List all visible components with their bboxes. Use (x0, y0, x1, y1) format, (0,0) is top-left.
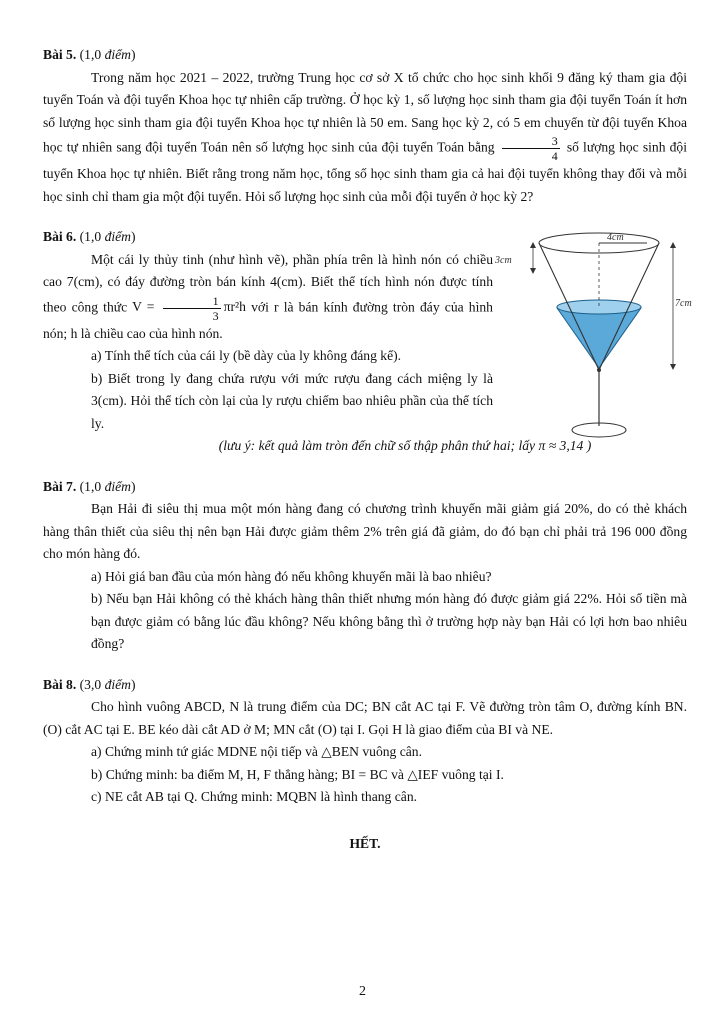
problem-8-item-a: a) Chứng minh tứ giác MDNE nội tiếp và △BEN vuông cân. (91, 744, 422, 759)
problem-8-title: Bài 8. (3,0 điểm) (43, 676, 136, 692)
problem-5 (43, 44, 687, 208)
label-radius: 4cm (607, 232, 624, 243)
fraction-3-4: $\frac{3}{4}$ (502, 134, 560, 163)
problem-7-text: Bạn Hải đi siêu thị mua một món hàng đang có chương trình khuyến mãi giảm giá 20%, do có thẻ khách hàng thân thiết của siêu thị nên bạn Hải được giảm thêm 2% trên giá đã giảm, do đó bạn chỉ phải trả 196 000 đồng cho món hàng đó. (43, 501, 687, 561)
problem-7-title: Bài 7. (1,0 điểm) (43, 478, 136, 494)
problem-8 (43, 674, 687, 809)
wine-glass-figure (495, 230, 690, 450)
problem-6 (43, 226, 692, 458)
exam-page (43, 44, 692, 855)
problem-8-text: Cho hình vuông ABCD, N là trung điểm của DC; BN cắt AC tại F. Vẽ đường tròn tâm O, đường kính BN. (O) cắt AC tại E. BE kéo dài cắt AD ở M; MN cắt (O) tại I. Gọi H là giao điểm của BI và NE. (43, 699, 687, 737)
problem-5-title: Bài 5. (1,0 điểm) (43, 47, 136, 62)
problem-6-text: Một cái ly thủy tinh (như hình vẽ), phần phía trên là hình nón có chiều cao 7(cm), có đáy đường tròn bán kính 4(cm). Biết thể tích hình nón được tính theo công thức V = $\frac{1}{3}$ πr²h với r là bán kính đường tròn đáy của hình nón; h là chiều cao của hình nón. (43, 251, 493, 341)
problem-5-text: Trong năm học 2021 – 2022, trường Trung học cơ sở X tổ chức cho học sinh khối 9 đăng ký tham gia đội tuyển Toán và đội tuyển Khoa học tự nhiên cấp trường. Ở học kỳ 1, số lượng học sinh tham gia đội tuyển Toán ít hơn số lượng học sinh tham gia đội tuyển Khoa học tự nhiên là 50 em. Sang học kỳ 2, có 5 em chuyển từ đội tuyển Khoa học tự nhiên sang đội tuyển Toán nên số lượng học sinh của đội tuyển Toán bằng $\frac{3}{4}$ số lượng học sinh đội tuyển Khoa học tự nhiên. Biết rằng trong năm học, tổng số học sinh tham gia cả hai đội tuyển không thay đổi và mỗi học sinh chỉ tham gia một đội tuyển. Hỏi số lượng học sinh của mỗi đội tuyển ở học kỳ 2? (43, 69, 687, 204)
problem-6-note: (lưu ý: kết quả làm tròn đến chữ số thập phân thứ hai; lấy π ≈ 3,14 ) (218, 438, 592, 453)
end-marker: HẾT. (349, 835, 381, 851)
problem-7 (43, 476, 687, 656)
problem-6-item-a: a) Tính thể tích của cái ly (bề dày của ly không đáng kể). (91, 348, 402, 363)
problem-8-item-b: b) Chứng minh: ba điểm M, H, F thẳng hàng; BI = BC và △IEF vuông tại I. (91, 766, 504, 782)
label-gap: 3cm (495, 255, 512, 266)
volume-formula: V = $\frac{1}{3}$ πr²h (132, 293, 246, 323)
page-number: 2 (359, 984, 366, 999)
problem-6-item-b: b) Biết trong ly đang chứa rượu với mức rượu đang cách miệng ly là 3(cm). Hỏi thể tích còn lại của ly rượu chiếm bao nhiêu phần của thể tích ly. (91, 370, 493, 431)
problem-7-item-a: a) Hỏi giá ban đầu của món hàng đó nếu không khuyến mãi là bao nhiêu? (91, 568, 492, 584)
problem-8-item-c: c) NE cắt AB tại Q. Chứng minh: MQBN là hình thang cân. (91, 789, 418, 804)
problem-7-item-b: b) Nếu bạn Hải không có thẻ khách hàng thân thiết nhưng món hàng đó được giảm giá 22%. Hỏi số tiền mà bạn được giảm có bằng lúc đầu không? Nếu không bằng thì ở trường hợp này bạn Hải có lợi hơn bao nhiêu đồng? (91, 591, 687, 651)
label-height: 7cm (675, 298, 692, 309)
problem-6-title: Bài 6. (1,0 điểm) (43, 229, 136, 244)
